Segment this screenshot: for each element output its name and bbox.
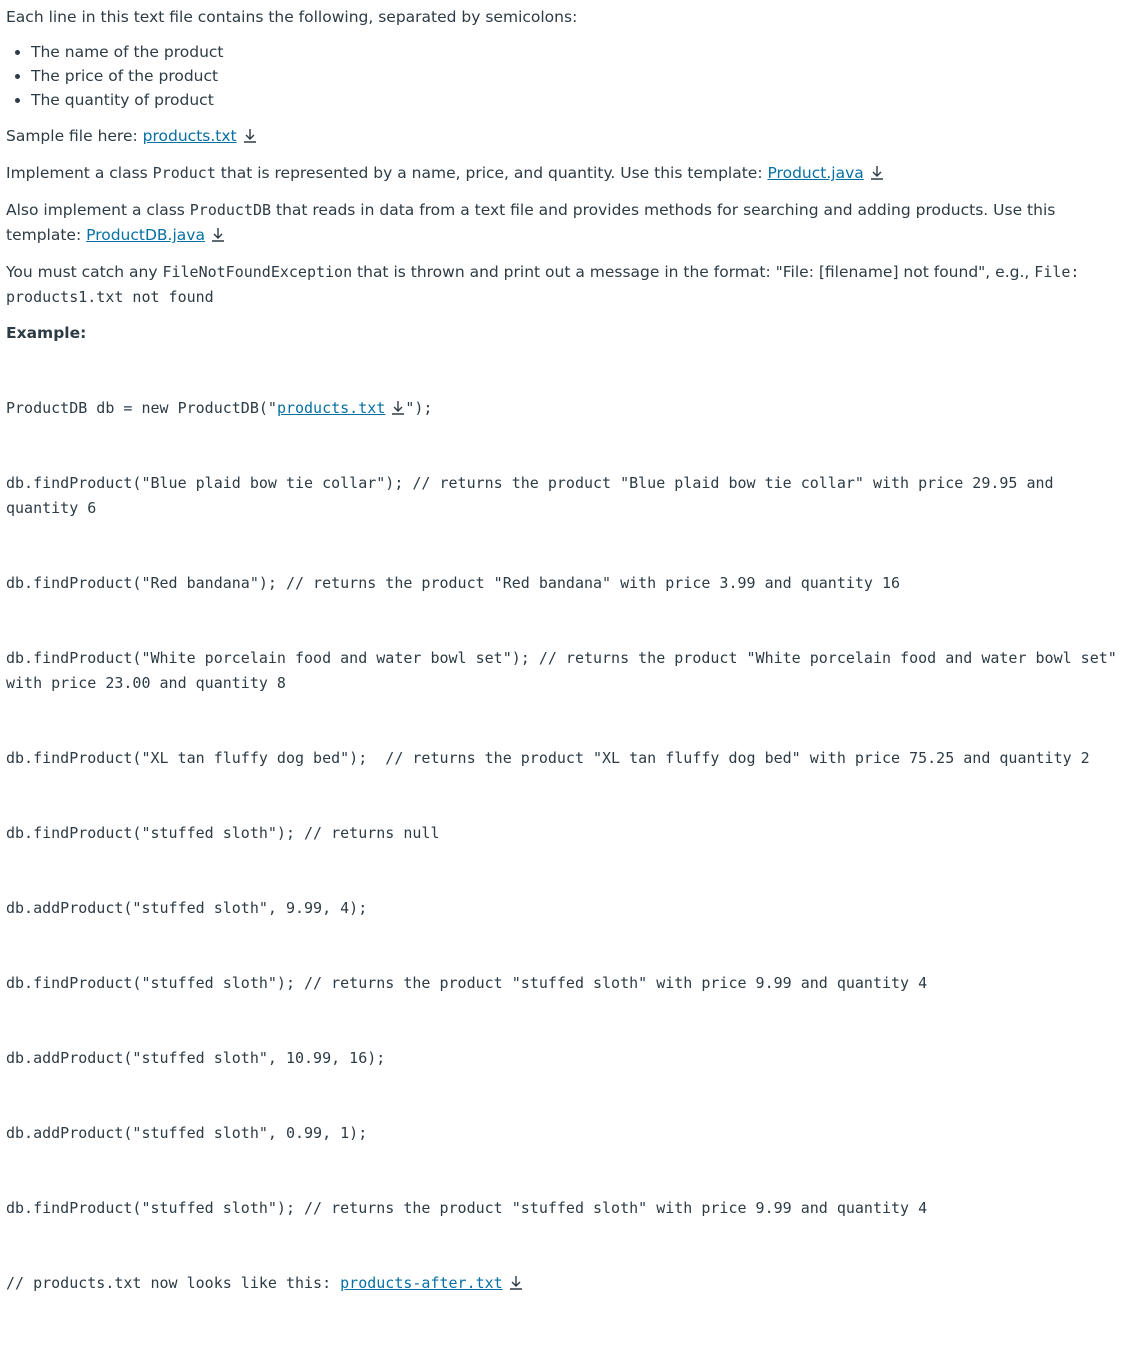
product-java-link[interactable]: Product.java — [767, 164, 864, 182]
download-icon[interactable] — [211, 227, 225, 242]
code-text: ProductDB db = new ProductDB(" — [6, 399, 277, 417]
code-line: db.findProduct("stuffed sloth"); // returns the product "stuffed sloth" with price 9.99 and quantity 4 — [6, 1199, 928, 1217]
sample-file-label: Sample file here: — [6, 127, 143, 145]
code-line: db.findProduct("Red bandana"); // returns the product "Red bandana" with price 3.99 and quantity 16 — [6, 574, 901, 592]
code-line: db.findProduct("Blue plaid bow tie collar"); // returns the product "Blue plaid bow tie collar" with price 29.95 and quantity 6 — [6, 474, 1063, 517]
product-text-post: that is represented by a name, price, and quantity. Use this template: — [215, 164, 768, 182]
productdb-java-link[interactable]: ProductDB.java — [86, 226, 205, 244]
download-icon[interactable] — [509, 1275, 523, 1290]
product-paragraph — [6, 161, 1132, 186]
download-icon[interactable] — [870, 165, 884, 180]
intro-text: Each line in this text file contains the following, separated by semicolons: — [6, 8, 578, 26]
download-icon[interactable] — [243, 128, 257, 143]
code-text: "); — [405, 399, 433, 417]
exception-class-code: FileNotFoundException — [162, 263, 353, 281]
code-text: // products.txt now looks like this: — [6, 1274, 341, 1292]
list-item: • The price of the product — [31, 64, 1132, 88]
code-line: db.addProduct("stuffed sloth", 9.99, 4); — [6, 899, 368, 917]
download-icon[interactable] — [391, 400, 405, 415]
exception-text-pre: You must catch any — [6, 263, 163, 281]
productdb-text-post: that reads in data from a text file and provides methods for searching and adding products. Use this template: — [6, 201, 1056, 244]
example-code-block — [6, 346, 1132, 1346]
list-item: • The name of the product — [31, 40, 1132, 64]
sample-file-paragraph — [6, 124, 1132, 149]
field-list — [6, 40, 1132, 112]
product-text-pre: Implement a class — [6, 164, 153, 182]
code-line: db.findProduct("stuffed sloth"); // returns the product "stuffed sloth" with price 9.99 and quantity 4 — [6, 974, 928, 992]
exception-text-mid: that is thrown and print out a message in the format: "File: [filename] not found", e.g., — [352, 263, 1035, 281]
code-line: db.addProduct("stuffed sloth", 10.99, 16); — [6, 1049, 386, 1067]
list-item: • The quantity of product — [31, 88, 1132, 112]
productdb-class-code: ProductDB — [189, 201, 272, 219]
exception-example-code: File: products1.txt not found — [6, 263, 1080, 306]
code-line: db.findProduct("stuffed sloth"); // returns null — [6, 824, 440, 842]
products-txt-code-link[interactable]: products.txt — [276, 399, 386, 417]
code-line: db.findProduct("White porcelain food and water bowl set"); // returns the product "White porcelain food and water bowl set" with price 23.00 and quantity 8 — [6, 649, 1126, 692]
productdb-text-pre: Also implement a class — [6, 201, 190, 219]
products-txt-link[interactable]: products.txt — [142, 127, 237, 145]
productdb-paragraph — [6, 198, 1132, 248]
example-heading: Example: — [6, 324, 87, 342]
exception-paragraph — [6, 260, 1132, 310]
code-line: db.addProduct("stuffed sloth", 0.99, 1); — [6, 1124, 368, 1142]
code-line — [6, 396, 1132, 421]
code-line: db.findProduct("XL tan fluffy dog bed"); // returns the product "XL tan fluffy dog bed" with price 75.25 and quantity 2 — [6, 749, 1090, 767]
product-class-code: Product — [152, 164, 216, 182]
code-line — [6, 1271, 1132, 1296]
products-after-txt-link[interactable]: products-after.txt — [340, 1274, 503, 1292]
